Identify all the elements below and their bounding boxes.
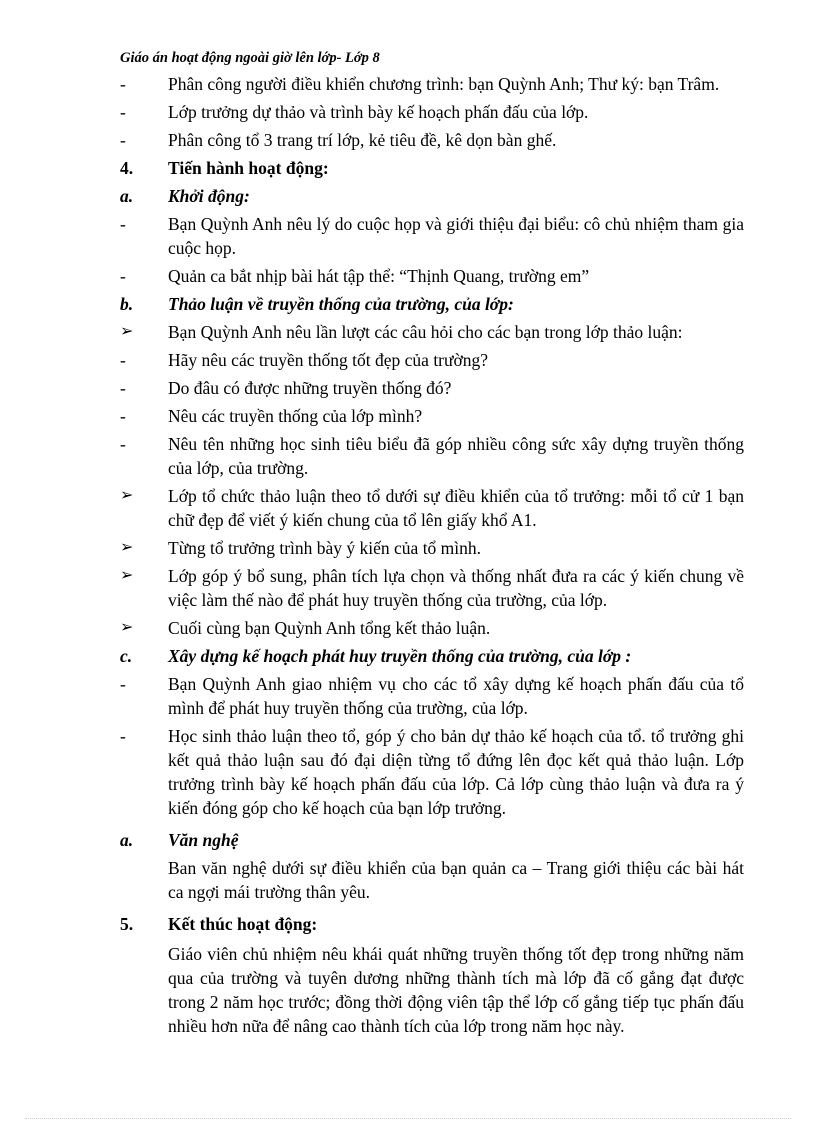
item-text: Quản ca bắt nhịp bài hát tập thể: “Thịnh Quang, trường em” [168,266,590,286]
subsection-title: Khởi động: [168,186,250,206]
list-item [120,484,744,532]
dash-bullet: - [120,406,126,426]
arrow-bullet-icon: ➢ [120,619,134,636]
section-number: 4. [120,158,134,178]
list-item [120,672,744,720]
arrow-bullet-icon: ➢ [120,487,134,504]
item-text: Nêu tên những học sinh tiêu biểu đã góp nhiều công sức xây dựng truyền thống của lớp, của trường. [168,434,744,478]
item-text: Từng tổ trưởng trình bày ý kiến của tổ mình. [168,538,482,558]
item-text: Lớp trưởng dự thảo và trình bày kế hoạch phấn đấu của lớp. [168,102,589,122]
item-text: Phân công người điều khiển chương trình: bạn Quỳnh Anh; Thư ký: bạn Trâm. [168,74,720,94]
item-text: Hãy nêu các truyền thống tốt đẹp của trường? [168,350,489,370]
subsection-letter: b. [120,294,134,314]
subsection-letter: c. [120,646,133,666]
list-item [120,724,744,820]
dash-bullet: - [120,214,126,234]
document-body [120,72,744,1038]
item-text: Bạn Quỳnh Anh nêu lý do cuộc họp và giới thiệu đại biểu: cô chủ nhiệm tham gia cuộc họp. [168,214,744,258]
section-heading-4 [120,156,744,180]
subsection-title: Văn nghệ [168,830,239,850]
subsection-title: Xây dựng kế hoạch phát huy truyền thống của trường, của lớp : [168,646,632,666]
item-text: Cuối cùng bạn Quỳnh Anh tổng kết thảo luận. [168,618,491,638]
item-text: Nêu các truyền thống của lớp mình? [168,406,423,426]
list-item [120,212,744,260]
page-bottom-divider [25,1118,791,1119]
subsection-heading-van-nghe [120,828,744,852]
dash-bullet: - [120,378,126,398]
list-item [120,128,744,152]
list-item [120,536,744,560]
dash-bullet: - [120,266,126,286]
item-text: Học sinh thảo luận theo tổ, góp ý cho bản dự thảo kế hoạch của tổ. tổ trưởng ghi kết quả thảo luận sau đó đại diện từng tổ đứng lên đọc kết quả thảo luận. Lớp trưởng trình bày kế hoạch phấn đấu của lớp. Cả lớp cùng thảo luận và đưa ra ý kiến đóng góp cho kế hoạch của bạn lớp trưởng. [168,726,744,818]
item-text: Bạn Quỳnh Anh nêu lần lượt các câu hỏi cho các bạn trong lớp thảo luận: [168,322,683,342]
list-item [120,264,744,288]
item-text: Phân công tổ 3 trang trí lớp, kẻ tiêu đề, kê dọn bàn ghế. [168,130,557,150]
list-item [120,404,744,428]
arrow-bullet-icon: ➢ [120,539,134,556]
dash-bullet: - [120,74,126,94]
subsection-heading-a [120,184,744,208]
section-title: Tiến hành hoạt động: [168,158,329,178]
arrow-bullet-icon: ➢ [120,567,134,584]
item-text: Lớp góp ý bổ sung, phân tích lựa chọn và thống nhất đưa ra các ý kiến chung về việc làm thế nào để phát huy truyền thống của trường, của lớp. [168,566,744,610]
arrow-bullet-icon: ➢ [120,323,134,340]
section-number: 5. [120,914,134,934]
list-item [120,376,744,400]
item-text: Lớp tổ chức thảo luận theo tổ dưới sự điều khiển của tổ trưởng: mỗi tổ cử 1 bạn chữ đẹp để viết ý kiến chung của tổ lên giấy khổ A1. [168,486,744,530]
subsection-heading-b [120,292,744,316]
list-item [120,616,744,640]
subsection-letter: a. [120,186,134,206]
list-item [120,100,744,124]
list-item [120,432,744,480]
section-heading-5 [120,912,744,936]
dash-bullet: - [120,674,126,694]
dash-bullet: - [120,350,126,370]
subsection-heading-c [120,644,744,668]
dash-bullet: - [120,102,126,122]
section-title: Kết thúc hoạt động: [168,914,318,934]
paragraph: Ban văn nghệ dưới sự điều khiển của bạn quản ca – Trang giới thiệu các bài hát ca ngợi mái trường thân yêu. [168,858,744,902]
list-item [120,320,744,344]
item-text: Do đâu có được những truyền thống đó? [168,378,452,398]
list-item [120,348,744,372]
item-text: Bạn Quỳnh Anh giao nhiệm vụ cho các tổ xây dựng kế hoạch phấn đấu của tổ mình để phát huy truyền thống của trường, của lớp. [168,674,744,718]
dash-bullet: - [120,130,126,150]
dash-bullet: - [120,726,126,746]
list-item [120,72,744,96]
paragraph: Giáo viên chủ nhiệm nêu khái quát những truyền thống tốt đẹp trong những năm qua của trường và tuyên dương những thành tích mà lớp đã cố gắng đạt được trong 2 năm học trước; đồng thời động viên tập thể lớp cố gắng tiếp tục phấn đấu nhiều hơn nữa để nâng cao thành tích của lớp trong năm học này. [168,944,744,1036]
page-header: Giáo án hoạt động ngoài giờ lên lớp- Lớp 8 [120,50,380,66]
list-item [120,564,744,612]
subsection-title: Thảo luận về truyền thống của trường, của lớp: [168,294,514,314]
subsection-letter: a. [120,830,134,850]
dash-bullet: - [120,434,126,454]
